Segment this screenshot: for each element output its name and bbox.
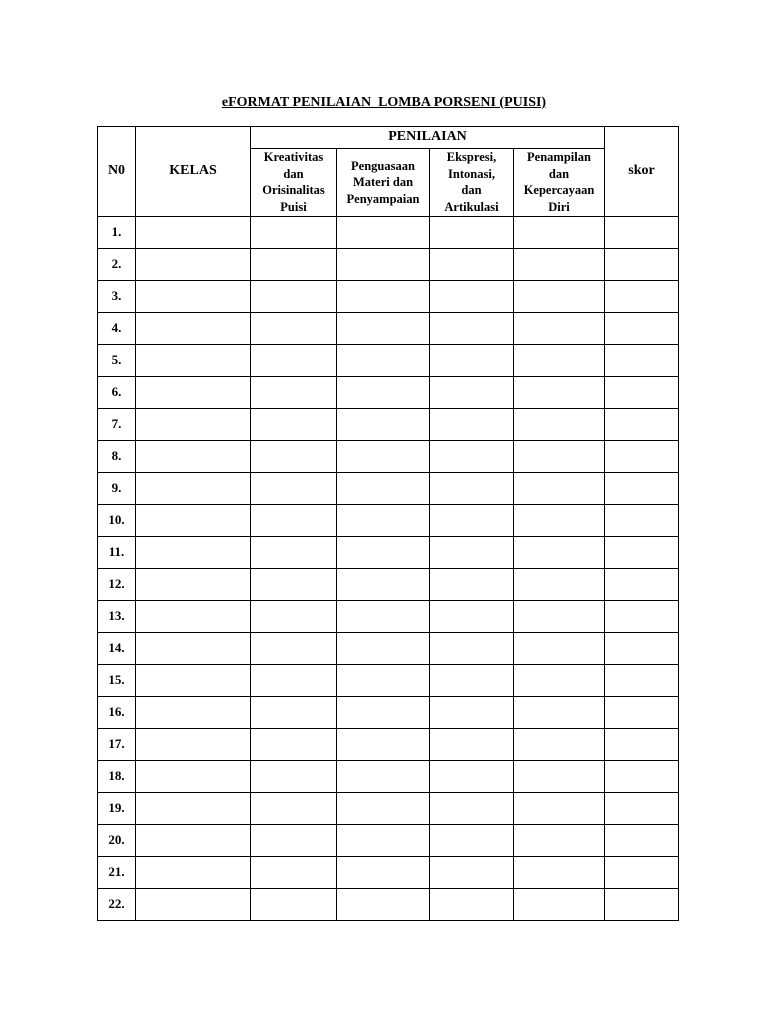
- penguasaan-cell[interactable]: [337, 345, 430, 377]
- table-row: [98, 889, 679, 921]
- skor-cell[interactable]: [605, 825, 679, 857]
- table-row: [98, 217, 679, 249]
- kelas-cell[interactable]: [136, 473, 251, 505]
- penguasaan-cell[interactable]: [337, 825, 430, 857]
- kelas-cell[interactable]: [136, 633, 251, 665]
- row-number: 10.: [98, 505, 136, 537]
- kreativitas-cell[interactable]: [251, 441, 337, 473]
- skor-cell[interactable]: [605, 889, 679, 921]
- ekspresi-cell[interactable]: [430, 281, 514, 313]
- penguasaan-cell[interactable]: [337, 761, 430, 793]
- skor-cell[interactable]: [605, 761, 679, 793]
- ekspresi-cell[interactable]: [430, 345, 514, 377]
- penampilan-cell[interactable]: [514, 281, 605, 313]
- penguasaan-cell[interactable]: [337, 889, 430, 921]
- skor-cell[interactable]: [605, 665, 679, 697]
- penguasaan-cell[interactable]: [337, 857, 430, 889]
- header-criterion-ekspresi: Ekspresi, Intonasi, dan Artikulasi: [430, 149, 514, 217]
- row-number: 6.: [98, 377, 136, 409]
- kelas-cell[interactable]: [136, 537, 251, 569]
- penampilan-cell[interactable]: [514, 313, 605, 345]
- penampilan-cell[interactable]: [514, 857, 605, 889]
- kreativitas-cell[interactable]: [251, 345, 337, 377]
- row-number: 19.: [98, 793, 136, 825]
- ekspresi-cell[interactable]: [430, 537, 514, 569]
- table-row: [98, 473, 679, 505]
- table-row: [98, 857, 679, 889]
- row-number: 13.: [98, 601, 136, 633]
- header-penilaian: PENILAIAN: [251, 127, 605, 149]
- penampilan-cell[interactable]: [514, 761, 605, 793]
- skor-cell[interactable]: [605, 217, 679, 249]
- penguasaan-cell[interactable]: [337, 633, 430, 665]
- ekspresi-cell[interactable]: [430, 409, 514, 441]
- ekspresi-cell[interactable]: [430, 729, 514, 761]
- kelas-cell[interactable]: [136, 697, 251, 729]
- penampilan-cell[interactable]: [514, 825, 605, 857]
- kreativitas-cell[interactable]: [251, 313, 337, 345]
- table-row: [98, 569, 679, 601]
- ekspresi-cell[interactable]: [430, 601, 514, 633]
- skor-cell[interactable]: [605, 441, 679, 473]
- row-number: 20.: [98, 825, 136, 857]
- penampilan-cell[interactable]: [514, 729, 605, 761]
- penampilan-cell[interactable]: [514, 249, 605, 281]
- kelas-cell[interactable]: [136, 601, 251, 633]
- table-row: [98, 601, 679, 633]
- kelas-cell[interactable]: [136, 857, 251, 889]
- kreativitas-cell[interactable]: [251, 537, 337, 569]
- kreativitas-cell[interactable]: [251, 857, 337, 889]
- skor-cell[interactable]: [605, 377, 679, 409]
- penguasaan-cell[interactable]: [337, 409, 430, 441]
- penampilan-cell[interactable]: [514, 601, 605, 633]
- ekspresi-cell[interactable]: [430, 633, 514, 665]
- header-criterion-penguasaan: Penguasaan Materi dan Penyampaian: [337, 149, 430, 217]
- penguasaan-cell[interactable]: [337, 313, 430, 345]
- table-row: [98, 761, 679, 793]
- header-criterion-kreativitas: Kreativitas dan Orisinalitas Puisi: [251, 149, 337, 217]
- row-number: 22.: [98, 889, 136, 921]
- header-no: N0: [98, 127, 136, 217]
- kreativitas-cell[interactable]: [251, 793, 337, 825]
- penguasaan-cell[interactable]: [337, 537, 430, 569]
- kelas-cell[interactable]: [136, 377, 251, 409]
- penampilan-cell[interactable]: [514, 665, 605, 697]
- row-number: 7.: [98, 409, 136, 441]
- kelas-cell[interactable]: [136, 569, 251, 601]
- ekspresi-cell[interactable]: [430, 377, 514, 409]
- penguasaan-cell[interactable]: [337, 505, 430, 537]
- skor-cell[interactable]: [605, 409, 679, 441]
- kreativitas-cell[interactable]: [251, 409, 337, 441]
- skor-cell[interactable]: [605, 729, 679, 761]
- kreativitas-cell[interactable]: [251, 569, 337, 601]
- ekspresi-cell[interactable]: [430, 761, 514, 793]
- kreativitas-cell[interactable]: [251, 761, 337, 793]
- document-title: eFORMAT PENILAIAN LOMBA PORSENI (PUISI): [221, 95, 547, 110]
- skor-cell[interactable]: [605, 569, 679, 601]
- skor-cell[interactable]: [605, 313, 679, 345]
- penguasaan-cell[interactable]: [337, 281, 430, 313]
- ekspresi-cell[interactable]: [430, 217, 514, 249]
- penguasaan-cell[interactable]: [337, 665, 430, 697]
- penampilan-cell[interactable]: [514, 217, 605, 249]
- table-row: [98, 441, 679, 473]
- kelas-cell[interactable]: [136, 281, 251, 313]
- row-number: 18.: [98, 761, 136, 793]
- row-number: 5.: [98, 345, 136, 377]
- kelas-cell[interactable]: [136, 761, 251, 793]
- row-number: 11.: [98, 537, 136, 569]
- kreativitas-cell[interactable]: [251, 729, 337, 761]
- ekspresi-cell[interactable]: [430, 793, 514, 825]
- skor-cell[interactable]: [605, 505, 679, 537]
- kelas-cell[interactable]: [136, 825, 251, 857]
- skor-cell[interactable]: [605, 537, 679, 569]
- skor-cell[interactable]: [605, 601, 679, 633]
- kreativitas-cell[interactable]: [251, 825, 337, 857]
- penampilan-cell[interactable]: [514, 377, 605, 409]
- row-number: 2.: [98, 249, 136, 281]
- kelas-cell[interactable]: [136, 729, 251, 761]
- table-row: [98, 633, 679, 665]
- table-row: [98, 249, 679, 281]
- penguasaan-cell[interactable]: [337, 569, 430, 601]
- penguasaan-cell[interactable]: [337, 793, 430, 825]
- table-row: [98, 409, 679, 441]
- penguasaan-cell[interactable]: [337, 729, 430, 761]
- table-row: [98, 665, 679, 697]
- ekspresi-cell[interactable]: [430, 697, 514, 729]
- table-row: [98, 729, 679, 761]
- ekspresi-cell[interactable]: [430, 857, 514, 889]
- ekspresi-cell[interactable]: [430, 473, 514, 505]
- kelas-cell[interactable]: [136, 409, 251, 441]
- kreativitas-cell[interactable]: [251, 633, 337, 665]
- kelas-cell[interactable]: [136, 441, 251, 473]
- penguasaan-cell[interactable]: [337, 441, 430, 473]
- penampilan-cell[interactable]: [514, 889, 605, 921]
- kreativitas-cell[interactable]: [251, 697, 337, 729]
- row-number: 15.: [98, 665, 136, 697]
- kelas-cell[interactable]: [136, 793, 251, 825]
- kelas-cell[interactable]: [136, 345, 251, 377]
- table-row: [98, 345, 679, 377]
- kreativitas-cell[interactable]: [251, 217, 337, 249]
- table-row: [98, 825, 679, 857]
- skor-cell[interactable]: [605, 793, 679, 825]
- kelas-cell[interactable]: [136, 505, 251, 537]
- header-criterion-penampilan: Penampilan dan Kepercayaan Diri: [514, 149, 605, 217]
- table-row: [98, 377, 679, 409]
- kreativitas-cell[interactable]: [251, 505, 337, 537]
- header-kelas: KELAS: [136, 127, 251, 217]
- row-number: 8.: [98, 441, 136, 473]
- header-skor: skor: [605, 127, 679, 217]
- score-table: [97, 126, 679, 921]
- row-number: 12.: [98, 569, 136, 601]
- table-row: [98, 537, 679, 569]
- kelas-cell[interactable]: [136, 313, 251, 345]
- penguasaan-cell[interactable]: [337, 601, 430, 633]
- kelas-cell[interactable]: [136, 889, 251, 921]
- penampilan-cell[interactable]: [514, 409, 605, 441]
- ekspresi-cell[interactable]: [430, 569, 514, 601]
- row-number: 1.: [98, 217, 136, 249]
- penguasaan-cell[interactable]: [337, 473, 430, 505]
- kreativitas-cell[interactable]: [251, 281, 337, 313]
- table-body: [98, 217, 679, 921]
- kelas-cell[interactable]: [136, 217, 251, 249]
- row-number: 3.: [98, 281, 136, 313]
- kreativitas-cell[interactable]: [251, 601, 337, 633]
- table-row: [98, 281, 679, 313]
- ekspresi-cell[interactable]: [430, 825, 514, 857]
- row-number: 16.: [98, 697, 136, 729]
- penampilan-cell[interactable]: [514, 505, 605, 537]
- penguasaan-cell[interactable]: [337, 697, 430, 729]
- row-number: 17.: [98, 729, 136, 761]
- kreativitas-cell[interactable]: [251, 377, 337, 409]
- table-row: [98, 313, 679, 345]
- penguasaan-cell[interactable]: [337, 249, 430, 281]
- skor-cell[interactable]: [605, 697, 679, 729]
- ekspresi-cell[interactable]: [430, 889, 514, 921]
- penampilan-cell[interactable]: [514, 537, 605, 569]
- table-row: [98, 793, 679, 825]
- kreativitas-cell[interactable]: [251, 889, 337, 921]
- skor-cell[interactable]: [605, 249, 679, 281]
- penguasaan-cell[interactable]: [337, 217, 430, 249]
- skor-cell[interactable]: [605, 633, 679, 665]
- row-number: 4.: [98, 313, 136, 345]
- ekspresi-cell[interactable]: [430, 505, 514, 537]
- penampilan-cell[interactable]: [514, 345, 605, 377]
- kelas-cell[interactable]: [136, 665, 251, 697]
- skor-cell[interactable]: [605, 857, 679, 889]
- penguasaan-cell[interactable]: [337, 377, 430, 409]
- row-number: 9.: [98, 473, 136, 505]
- penampilan-cell[interactable]: [514, 569, 605, 601]
- ekspresi-cell[interactable]: [430, 249, 514, 281]
- row-number: 21.: [98, 857, 136, 889]
- ekspresi-cell[interactable]: [430, 665, 514, 697]
- ekspresi-cell[interactable]: [430, 441, 514, 473]
- table-row: [98, 697, 679, 729]
- kreativitas-cell[interactable]: [251, 665, 337, 697]
- kelas-cell[interactable]: [136, 249, 251, 281]
- penampilan-cell[interactable]: [514, 473, 605, 505]
- skor-cell[interactable]: [605, 345, 679, 377]
- kreativitas-cell[interactable]: [251, 249, 337, 281]
- kreativitas-cell[interactable]: [251, 473, 337, 505]
- penampilan-cell[interactable]: [514, 633, 605, 665]
- row-number: 14.: [98, 633, 136, 665]
- table-row: [98, 505, 679, 537]
- penampilan-cell[interactable]: [514, 441, 605, 473]
- penampilan-cell[interactable]: [514, 793, 605, 825]
- penampilan-cell[interactable]: [514, 697, 605, 729]
- skor-cell[interactable]: [605, 473, 679, 505]
- skor-cell[interactable]: [605, 281, 679, 313]
- ekspresi-cell[interactable]: [430, 313, 514, 345]
